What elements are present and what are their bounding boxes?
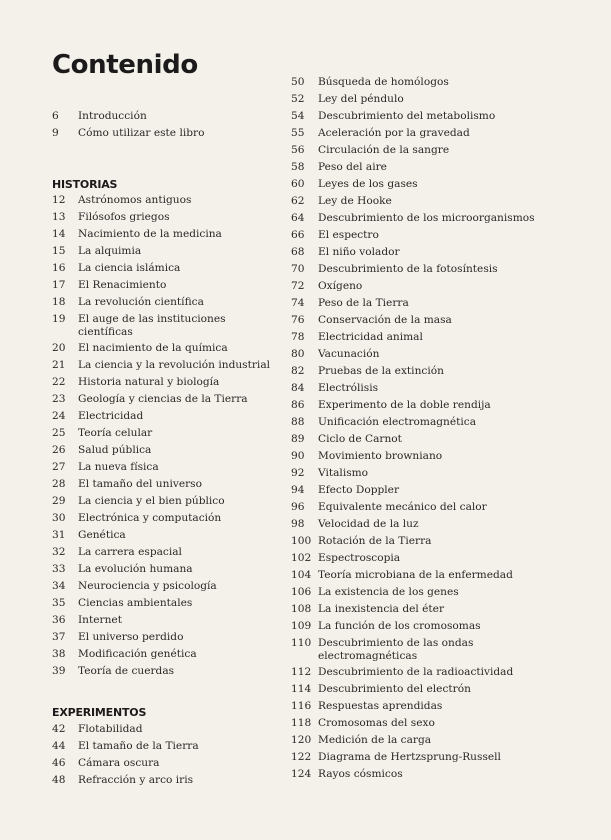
toc-entry-title: Diagrama de Hertzsprung-Russell — [318, 751, 501, 763]
toc-entry-title: Velocidad de la luz — [318, 518, 419, 530]
historias-list — [52, 192, 277, 680]
toc-entry-title: Cromosomas del sexo — [318, 717, 435, 729]
toc-entry — [291, 108, 506, 125]
toc-entry-title: Ciencias ambientales — [78, 597, 193, 609]
toc-page-number: 15 — [52, 245, 66, 257]
toc-entry — [52, 459, 277, 476]
toc-page-number: 13 — [52, 211, 66, 223]
toc-entry — [52, 663, 277, 680]
toc-entry-title: Electricidad — [78, 410, 144, 422]
toc-entry-title: El Renacimiento — [78, 279, 167, 291]
toc-page-number: 89 — [291, 433, 305, 445]
toc-page-number: 116 — [291, 700, 312, 712]
toc-entry-title: Descubrimiento del electrón — [318, 683, 471, 695]
toc-entry — [291, 244, 506, 261]
section-heading-historias: HISTORIAS — [52, 178, 118, 191]
toc-page-number: 14 — [52, 228, 66, 240]
toc-page-number: 29 — [52, 495, 66, 507]
toc-entry — [291, 312, 506, 329]
toc-entry — [52, 108, 277, 125]
toc-entry — [291, 601, 506, 618]
toc-page-number: 104 — [291, 569, 312, 581]
toc-entry — [291, 448, 506, 465]
toc-entry-title: Equivalente mecánico del calor — [318, 501, 487, 513]
toc-entry — [52, 476, 277, 493]
toc-entry-title: El espectro — [318, 229, 379, 241]
toc-entry — [291, 516, 506, 533]
toc-page-number: 84 — [291, 382, 305, 394]
toc-page-number: 44 — [52, 740, 66, 752]
toc-entry-title: Nacimiento de la medicina — [78, 228, 222, 240]
toc-page-number: 35 — [52, 597, 66, 609]
toc-entry-title: Conservación de la masa — [318, 314, 452, 326]
experimentos-list-right — [291, 74, 535, 783]
toc-page-number: 46 — [52, 757, 66, 769]
toc-entry — [291, 732, 506, 749]
toc-entry — [52, 260, 277, 277]
toc-page-number: 72 — [291, 280, 305, 292]
toc-entry — [291, 91, 506, 108]
toc-page-number: 22 — [52, 376, 66, 388]
toc-entry — [291, 482, 506, 499]
toc-entry — [291, 465, 506, 482]
toc-entry-title: La ciencia y el bien público — [78, 495, 225, 507]
toc-entry — [52, 772, 277, 789]
toc-entry-title: Experimento de la doble rendija — [318, 399, 491, 411]
toc-entry — [291, 74, 506, 91]
toc-page-number: 110 — [291, 637, 312, 649]
toc-entry-title: La inexistencia del éter — [318, 603, 445, 615]
toc-page-number: 26 — [52, 444, 66, 456]
toc-entry-title: La ciencia y la revolución industrial — [78, 359, 271, 371]
toc-entry — [52, 721, 277, 738]
toc-page-number: 82 — [291, 365, 305, 377]
toc-page-number: 92 — [291, 467, 305, 479]
toc-entry — [291, 618, 506, 635]
toc-page-number: 86 — [291, 399, 305, 411]
toc-page-number: 27 — [52, 461, 66, 473]
toc-page-number: 6 — [52, 110, 59, 122]
toc-page-number: 124 — [291, 768, 312, 780]
toc-entry-title: Leyes de los gases — [318, 178, 418, 190]
toc-page-number: 31 — [52, 529, 66, 541]
toc-entry — [291, 584, 506, 601]
toc-entry-title: Introducción — [78, 110, 147, 122]
toc-page-number: 34 — [52, 580, 66, 592]
toc-entry-title: Neurociencia y psicología — [78, 580, 217, 592]
intro-list — [52, 108, 277, 142]
toc-entry — [52, 493, 277, 510]
toc-entry — [52, 425, 277, 442]
toc-entry — [291, 159, 506, 176]
toc-entry — [52, 340, 277, 357]
toc-entry — [291, 329, 506, 346]
toc-page-number: 36 — [52, 614, 66, 626]
toc-entry — [52, 578, 277, 595]
section-heading-experimentos: EXPERIMENTOS — [52, 706, 147, 719]
experimentos-list-left — [52, 721, 277, 789]
toc-page-number: 109 — [291, 620, 312, 632]
toc-entry-title: Efecto Doppler — [318, 484, 400, 496]
toc-entry-title: Historia natural y biología — [78, 376, 220, 388]
toc-entry-title: Geología y ciencias de la Tierra — [78, 393, 248, 405]
toc-entry-title: Ley de Hooke — [318, 195, 392, 207]
toc-entry-title: Espectroscopia — [318, 552, 401, 564]
toc-page-number: 78 — [291, 331, 305, 343]
toc-entry-title: El nacimiento de la química — [78, 342, 228, 354]
toc-entry-title: Refracción y arco iris — [78, 774, 194, 786]
toc-page-number: 52 — [291, 93, 305, 105]
toc-entry — [52, 738, 277, 755]
toc-page-number: 114 — [291, 683, 312, 695]
toc-page-number: 56 — [291, 144, 305, 156]
toc-entry-title: Ciclo de Carnot — [318, 433, 402, 445]
toc-entry-title: La alquimia — [78, 245, 142, 257]
toc-entry-title: Electricidad animal — [318, 331, 423, 343]
toc-entry-title: Circulación de la sangre — [318, 144, 450, 156]
toc-entry-title: Aceleración por la gravedad — [318, 127, 470, 139]
toc-entry-title: La nueva física — [78, 461, 159, 473]
toc-entry — [52, 277, 277, 294]
toc-entry — [291, 715, 506, 732]
toc-entry — [52, 226, 277, 243]
toc-entry-title: Medición de la carga — [318, 734, 432, 746]
toc-page-number: 88 — [291, 416, 305, 428]
toc-entry-title: Respuestas aprendidas — [318, 700, 443, 712]
toc-entry — [52, 408, 277, 425]
toc-entry — [52, 357, 277, 374]
toc-page-number: 62 — [291, 195, 305, 207]
toc-entry-title: Internet — [78, 614, 122, 626]
toc-entry-title: Oxígeno — [318, 280, 363, 292]
toc-page-number: 42 — [52, 723, 66, 735]
toc-entry-title: La evolución humana — [78, 563, 193, 575]
toc-entry-title: Teoría de cuerdas — [78, 665, 175, 677]
toc-page-number: 23 — [52, 393, 66, 405]
toc-entry-title: El universo perdido — [78, 631, 184, 643]
toc-page-number: 120 — [291, 734, 312, 746]
toc-entry — [52, 544, 277, 561]
toc-entry-title: Teoría celular — [78, 427, 153, 439]
toc-entry — [291, 278, 506, 295]
toc-page-number: 76 — [291, 314, 305, 326]
toc-entry-title: La existencia de los genes — [318, 586, 459, 598]
toc-page-number: 70 — [291, 263, 305, 275]
toc-page-number: 108 — [291, 603, 312, 615]
toc-entry — [291, 261, 506, 278]
toc-entry — [291, 193, 506, 210]
toc-page-number: 25 — [52, 427, 66, 439]
toc-entry — [52, 209, 277, 226]
toc-entry-title: Vacunación — [318, 348, 380, 360]
toc-entry-title: Flotabilidad — [78, 723, 143, 735]
toc-page-number: 19 — [52, 313, 66, 325]
toc-page-number: 39 — [52, 665, 66, 677]
toc-entry-title: Electrónica y computación — [78, 512, 222, 524]
toc-entry — [52, 646, 277, 663]
toc-page-number: 106 — [291, 586, 312, 598]
toc-entry-title: Descubrimiento de la fotosíntesis — [318, 263, 498, 275]
toc-entry — [52, 510, 277, 527]
toc-entry — [291, 295, 506, 312]
toc-entry-title: Salud pública — [78, 444, 152, 456]
toc-entry — [291, 766, 506, 783]
toc-page-number: 90 — [291, 450, 305, 462]
toc-entry-title: Modificación genética — [78, 648, 197, 660]
toc-entry — [291, 567, 513, 584]
toc-entry — [291, 142, 506, 159]
toc-page-number: 102 — [291, 552, 312, 564]
toc-entry — [52, 561, 277, 578]
toc-entry — [52, 391, 277, 408]
toc-page-number: 24 — [52, 410, 66, 422]
toc-entry — [291, 499, 506, 516]
toc-entry — [291, 380, 506, 397]
toc-entry — [291, 210, 535, 227]
toc-entry-title: Peso de la Tierra — [318, 297, 409, 309]
toc-page-number: 74 — [291, 297, 305, 309]
toc-entry — [291, 414, 506, 431]
toc-entry-title: Genética — [78, 529, 126, 541]
toc-entry — [291, 635, 506, 663]
toc-page-number: 68 — [291, 246, 305, 258]
toc-entry — [291, 533, 506, 550]
toc-entry-title: El tamaño de la Tierra — [78, 740, 199, 752]
page-title: Contenido — [52, 50, 198, 80]
toc-entry — [291, 176, 506, 193]
toc-page-number: 54 — [291, 110, 305, 122]
toc-page-number: 37 — [52, 631, 66, 643]
toc-page-number: 58 — [291, 161, 305, 173]
toc-entry-title: El niño volador — [318, 246, 400, 258]
toc-page-number: 122 — [291, 751, 312, 763]
toc-entry — [52, 243, 277, 260]
toc-entry-title: La función de los cromosomas — [318, 620, 481, 632]
toc-entry — [52, 294, 277, 311]
toc-page-number: 48 — [52, 774, 66, 786]
toc-entry-title: Vitalismo — [318, 467, 369, 479]
toc-entry-title: Movimiento browniano — [318, 450, 443, 462]
toc-page-number: 118 — [291, 717, 312, 729]
toc-entry-title: La revolución científica — [78, 296, 204, 308]
toc-entry-title: Peso del aire — [318, 161, 387, 173]
toc-entry — [52, 527, 277, 544]
toc-entry — [291, 664, 514, 681]
toc-entry-title: La ciencia islámica — [78, 262, 181, 274]
toc-entry-title: El tamaño del universo — [78, 478, 202, 490]
toc-entry-title: Rayos cósmicos — [318, 768, 403, 780]
toc-page-number: 12 — [52, 194, 66, 206]
toc-page-number: 98 — [291, 518, 305, 530]
toc-entry-title: Descubrimiento de las ondas electromagnéticas — [318, 637, 474, 662]
toc-entry — [52, 629, 277, 646]
toc-page-number: 30 — [52, 512, 66, 524]
toc-entry-title: Electrólisis — [318, 382, 379, 394]
toc-entry — [52, 442, 277, 459]
toc-page-number: 64 — [291, 212, 305, 224]
toc-entry — [291, 431, 506, 448]
toc-page-number: 50 — [291, 76, 305, 88]
toc-page-number: 33 — [52, 563, 66, 575]
toc-entry — [52, 192, 277, 209]
toc-entry-title: Filósofos griegos — [78, 211, 170, 223]
toc-page-number: 20 — [52, 342, 66, 354]
toc-page-number: 55 — [291, 127, 305, 139]
toc-entry-title: La carrera espacial — [78, 546, 182, 558]
toc-entry-title: Teoría microbiana de la enfermedad — [318, 569, 513, 581]
toc-page-number: 21 — [52, 359, 66, 371]
toc-entry-title: Cámara oscura — [78, 757, 160, 769]
toc-entry — [291, 125, 506, 142]
toc-entry — [52, 125, 277, 142]
toc-entry-title: Descubrimiento de la radioactividad — [318, 666, 514, 678]
toc-entry — [291, 346, 506, 363]
toc-page-number: 100 — [291, 535, 312, 547]
toc-entry-title: Ley del péndulo — [318, 93, 404, 105]
toc-page-number: 18 — [52, 296, 66, 308]
toc-entry-title: Pruebas de la extinción — [318, 365, 444, 377]
toc-page-number: 9 — [52, 127, 59, 139]
toc-entry — [52, 612, 277, 629]
toc-entry-title: Búsqueda de homólogos — [318, 76, 449, 88]
toc-entry-title: Rotación de la Tierra — [318, 535, 432, 547]
toc-entry — [291, 749, 506, 766]
toc-entry-title: Unificación electromagnética — [318, 416, 477, 428]
toc-entry — [52, 311, 277, 339]
toc-entry-title: Astrónomos antiguos — [78, 194, 192, 206]
toc-page-number: 32 — [52, 546, 66, 558]
toc-entry — [291, 698, 506, 715]
toc-entry-title: El auge de las instituciones científicas — [78, 313, 226, 338]
toc-page-number: 112 — [291, 666, 312, 678]
toc-page-number: 94 — [291, 484, 305, 496]
toc-entry-title: Descubrimiento de los microorganismos — [318, 212, 535, 224]
toc-page-number: 17 — [52, 279, 66, 291]
toc-page-number: 80 — [291, 348, 305, 360]
toc-entry — [52, 595, 277, 612]
toc-page-number: 28 — [52, 478, 66, 490]
toc-page-number: 38 — [52, 648, 66, 660]
toc-page-number: 66 — [291, 229, 305, 241]
toc-entry — [291, 681, 506, 698]
toc-page-number: 96 — [291, 501, 305, 513]
toc-entry-title: Descubrimiento del metabolismo — [318, 110, 496, 122]
toc-entry — [291, 227, 506, 244]
toc-entry — [291, 363, 506, 380]
toc-page-number: 60 — [291, 178, 305, 190]
toc-page-number: 16 — [52, 262, 66, 274]
toc-entry — [52, 374, 277, 391]
toc-entry — [52, 755, 277, 772]
toc-entry — [291, 550, 506, 567]
toc-entry — [291, 397, 506, 414]
toc-entry-title: Cómo utilizar este libro — [78, 127, 205, 139]
